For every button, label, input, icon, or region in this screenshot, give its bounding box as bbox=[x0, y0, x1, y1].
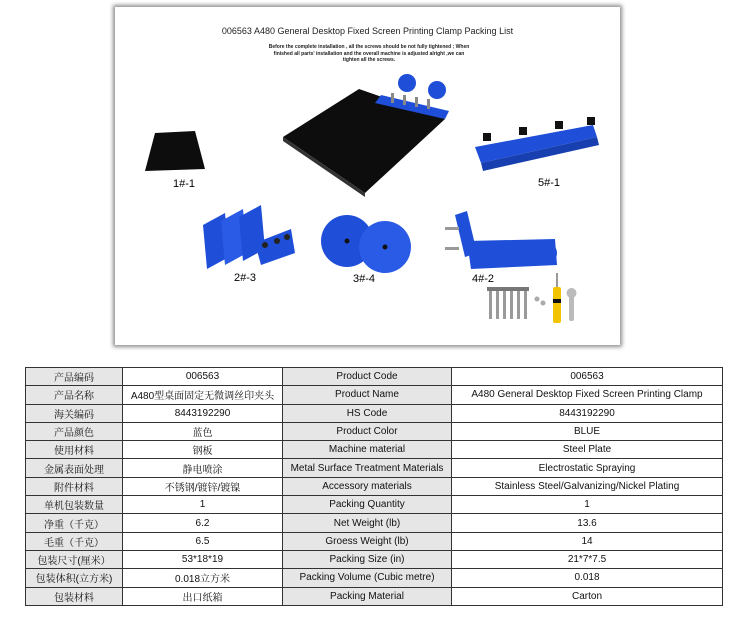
en-label-cell: Packing Quantity bbox=[283, 496, 452, 514]
cn-label-cell: 使用材料 bbox=[26, 441, 123, 459]
en-value-cell: A480 General Desktop Fixed Screen Printing Clamp bbox=[452, 386, 723, 404]
cn-label-cell: 产品编码 bbox=[26, 368, 123, 386]
cn-label-cell: 单机包装数量 bbox=[26, 496, 123, 514]
table-row bbox=[26, 386, 723, 404]
en-label-cell: Packing Volume (Cubic metre) bbox=[283, 569, 452, 587]
cn-value-cell: A480型桌面固定无微调丝印夹头 bbox=[123, 386, 283, 404]
spec-table bbox=[25, 367, 723, 606]
part-label-5-1: 5#-1 bbox=[538, 177, 561, 189]
table-row bbox=[26, 514, 723, 532]
cn-value-cell: 1 bbox=[123, 496, 283, 514]
en-value-cell: 8443192290 bbox=[452, 404, 723, 422]
arm-bracket-icon bbox=[445, 211, 557, 269]
en-value-cell: Stainless Steel/Galvanizing/Nickel Plating bbox=[452, 477, 723, 495]
cn-value-cell: 出口纸箱 bbox=[123, 587, 283, 605]
wrench-icon bbox=[567, 288, 577, 321]
en-value-cell: 0.018 bbox=[452, 569, 723, 587]
table-row bbox=[26, 550, 723, 568]
cn-label-cell: 金属表面处理 bbox=[26, 459, 123, 477]
disc-icon bbox=[321, 215, 411, 273]
cn-value-cell: 006563 bbox=[123, 368, 283, 386]
table-row bbox=[26, 422, 723, 440]
en-label-cell: Accessory materials bbox=[283, 477, 452, 495]
en-label-cell: Metal Surface Treatment Materials bbox=[283, 459, 452, 477]
installation-note: Before the complete installation , all the screws should be not fully tightened ; When finished all parts' installation and the overall machine is adjusted alright ,we can tighten all the screws. bbox=[268, 44, 470, 63]
en-value-cell: Carton bbox=[452, 587, 723, 605]
cn-label-cell: 附件材料 bbox=[26, 477, 123, 495]
sheet-title: 006563 A480 General Desktop Fixed Screen Printing Clamp Packing List bbox=[221, 26, 514, 36]
en-label-cell: Machine material bbox=[283, 441, 452, 459]
en-value-cell: 006563 bbox=[452, 368, 723, 386]
cn-value-cell: 6.5 bbox=[123, 532, 283, 550]
part-label-1-1: 1#-1 bbox=[173, 178, 196, 190]
en-label-cell: Product Name bbox=[283, 386, 452, 404]
table-row bbox=[26, 496, 723, 514]
cn-value-cell: 钢板 bbox=[123, 441, 283, 459]
part-label-3-4: 3#-4 bbox=[353, 273, 376, 285]
en-label-cell: Product Color bbox=[283, 422, 452, 440]
en-label-cell: Packing Size (in) bbox=[283, 550, 452, 568]
en-label-cell: HS Code bbox=[283, 404, 452, 422]
table-row bbox=[26, 532, 723, 550]
cn-label-cell: 净重（千克） bbox=[26, 514, 123, 532]
en-value-cell: Electrostatic Spraying bbox=[452, 459, 723, 477]
part-label-4-2: 4#-2 bbox=[472, 273, 495, 285]
en-value-cell: 1 bbox=[452, 496, 723, 514]
packing-list-sheet bbox=[115, 7, 620, 345]
en-value-cell: 21*7*7.5 bbox=[452, 550, 723, 568]
hinge-bracket-icon bbox=[203, 205, 295, 269]
clamp-bar-icon bbox=[475, 117, 599, 171]
table-row bbox=[26, 587, 723, 605]
screwdriver-icon bbox=[553, 273, 561, 323]
table-row bbox=[26, 441, 723, 459]
en-label-cell: Product Code bbox=[283, 368, 452, 386]
table-row bbox=[26, 477, 723, 495]
part-label-2-3: 2#-3 bbox=[234, 272, 257, 284]
cn-value-cell: 静电喷涂 bbox=[123, 459, 283, 477]
en-value-cell: Steel Plate bbox=[452, 441, 723, 459]
en-label-cell: Groess Weight (lb) bbox=[283, 532, 452, 550]
cn-value-cell: 蓝色 bbox=[123, 422, 283, 440]
cn-value-cell: 不锈钢/镀锌/镀镍 bbox=[123, 477, 283, 495]
en-label-cell: Packing Material bbox=[283, 587, 452, 605]
en-value-cell: BLUE bbox=[452, 422, 723, 440]
cn-label-cell: 产品名称 bbox=[26, 386, 123, 404]
en-label-cell: Net Weight (lb) bbox=[283, 514, 452, 532]
cn-label-cell: 包装材料 bbox=[26, 587, 123, 605]
cn-label-cell: 毛重（千克） bbox=[26, 532, 123, 550]
table-row bbox=[26, 459, 723, 477]
table-row bbox=[26, 368, 723, 386]
pad-icon bbox=[145, 131, 205, 171]
cn-label-cell: 产品颜色 bbox=[26, 422, 123, 440]
spec-table-body bbox=[26, 368, 723, 606]
cn-label-cell: 包装体积(立方米) bbox=[26, 569, 123, 587]
table-row bbox=[26, 569, 723, 587]
en-value-cell: 14 bbox=[452, 532, 723, 550]
screws-icon bbox=[487, 287, 546, 319]
cn-value-cell: 8443192290 bbox=[123, 404, 283, 422]
cn-value-cell: 53*18*19 bbox=[123, 550, 283, 568]
cn-label-cell: 海关编码 bbox=[26, 404, 123, 422]
en-value-cell: 13.6 bbox=[452, 514, 723, 532]
parts-illustration bbox=[115, 7, 620, 345]
cn-value-cell: 0.018立方米 bbox=[123, 569, 283, 587]
table-row bbox=[26, 404, 723, 422]
cn-value-cell: 6.2 bbox=[123, 514, 283, 532]
cn-label-cell: 包装尺寸(厘米） bbox=[26, 550, 123, 568]
base-pad-icon bbox=[283, 74, 449, 197]
